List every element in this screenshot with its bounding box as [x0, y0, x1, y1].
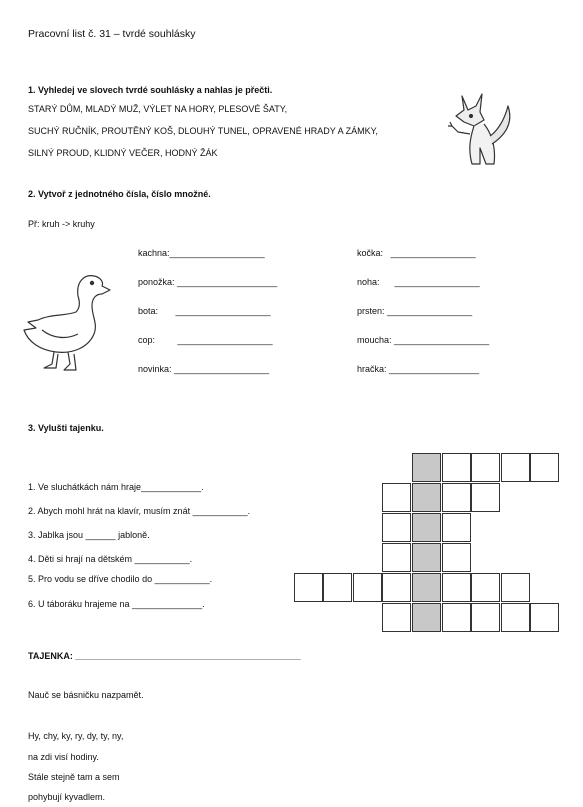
clue: 4. Děti si hrají na dětském ___________.	[28, 554, 193, 564]
task1-line: SILNÝ PROUD, KLIDNÝ VEČER, HODNÝ ŽÁK	[28, 148, 218, 158]
answer-blank[interactable]: _________________	[394, 277, 480, 287]
crossword-cell[interactable]	[442, 603, 471, 632]
poem-line: na zdi visí hodiny.	[28, 752, 99, 762]
word-noha: noha: _________________	[357, 277, 480, 287]
answer-blank[interactable]: __________________	[389, 364, 480, 374]
answer-blank[interactable]: ___________________	[174, 364, 270, 374]
fox-illustration	[434, 88, 518, 172]
word-prsten: prsten: _________________	[357, 306, 473, 316]
word-ponozka: ponožka: ____________________	[138, 277, 278, 287]
task2-heading: 2. Vytvoř z jednotného čísla, číslo množné.	[28, 189, 211, 199]
crossword-cell[interactable]	[353, 573, 382, 602]
answer-blank[interactable]: ___________________	[177, 335, 273, 345]
crossword-cell[interactable]	[442, 543, 471, 572]
crossword-cell[interactable]	[442, 483, 471, 512]
tajenka-line: TAJENKA: _____________________________________________	[28, 651, 301, 661]
crossword-solution-cell[interactable]	[412, 483, 441, 512]
word-novinka: novinka: ___________________	[138, 364, 270, 374]
crossword-cell[interactable]	[382, 513, 411, 542]
clue: 6. U táboráku hrajeme na ______________.	[28, 599, 205, 609]
poem-line: Stále stejně tam a sem	[28, 772, 120, 782]
crossword-cell[interactable]	[501, 573, 530, 602]
word-bota: bota: ___________________	[138, 306, 271, 316]
crossword-cell[interactable]	[382, 573, 411, 602]
task2-example: Př: kruh -> kruhy	[28, 219, 95, 229]
crossword-cell[interactable]	[294, 573, 323, 602]
task1-line: STARÝ DŮM, MLADÝ MUŽ, VÝLET NA HORY, PLESOVÉ ŠATY,	[28, 104, 288, 114]
word-hracka: hračka: __________________	[357, 364, 480, 374]
answer-blank[interactable]: ____________________	[177, 277, 278, 287]
tajenka-blank[interactable]: _____________________________________________	[75, 651, 301, 661]
crossword-solution-cell[interactable]	[412, 573, 441, 602]
clue: 1. Ve sluchátkách nám hraje____________.	[28, 482, 204, 492]
crossword-cell[interactable]	[530, 453, 559, 482]
clue: 5. Pro vodu se dříve chodilo do ___________.	[28, 574, 213, 584]
crossword-cell[interactable]	[442, 453, 471, 482]
crossword-cell[interactable]	[471, 453, 500, 482]
answer-blank[interactable]: _________________	[387, 306, 473, 316]
crossword-cell[interactable]	[501, 453, 530, 482]
crossword-cell[interactable]	[382, 483, 411, 512]
task1-heading: 1. Vyhledej ve slovech tvrdé souhlásky a nahlas je přečti.	[28, 85, 273, 95]
crossword-cell[interactable]	[530, 603, 559, 632]
word-cop: cop: ___________________	[138, 335, 273, 345]
task1-line: SUCHÝ RUČNÍK, PROUTĚNÝ KOŠ, DLOUHÝ TUNEL, OPRAVENÉ HRADY A ZÁMKY,	[28, 126, 378, 136]
crossword-cell[interactable]	[471, 603, 500, 632]
poem-intro: Nauč se básničku nazpamět.	[28, 690, 144, 700]
crossword-cell[interactable]	[471, 483, 500, 512]
answer-blank[interactable]: ___________________	[169, 248, 265, 258]
word-kachna: kachna:___________________	[138, 248, 265, 258]
poem-line: Hy, chy, ky, ry, dy, ty, ny,	[28, 731, 124, 741]
crossword-solution-cell[interactable]	[412, 513, 441, 542]
crossword-solution-cell[interactable]	[412, 453, 441, 482]
answer-blank[interactable]: ___________________	[394, 335, 490, 345]
goose-illustration	[18, 268, 114, 376]
clue: 3. Jablka jsou ______ jabloně.	[28, 530, 150, 540]
word-kocka: kočka: _________________	[357, 248, 476, 258]
answer-blank[interactable]: _________________	[390, 248, 476, 258]
answer-blank[interactable]: ___________________	[175, 306, 271, 316]
crossword-solution-cell[interactable]	[412, 603, 441, 632]
clue: 2. Abych mohl hrát na klavír, musím znát ___________.	[28, 506, 251, 516]
crossword-solution-cell[interactable]	[412, 543, 441, 572]
crossword-cell[interactable]	[501, 603, 530, 632]
task3-heading: 3. Vylušti tajenku.	[28, 423, 104, 433]
page-title: Pracovní list č. 31 – tvrdé souhlásky	[28, 28, 196, 40]
crossword-cell[interactable]	[442, 513, 471, 542]
poem-line: pohybují kyvadlem.	[28, 792, 106, 802]
crossword-cell[interactable]	[382, 543, 411, 572]
crossword-cell[interactable]	[442, 573, 471, 602]
crossword-cell[interactable]	[382, 603, 411, 632]
crossword-cell[interactable]	[471, 573, 500, 602]
word-moucha: moucha: ___________________	[357, 335, 490, 345]
crossword-cell[interactable]	[323, 573, 352, 602]
